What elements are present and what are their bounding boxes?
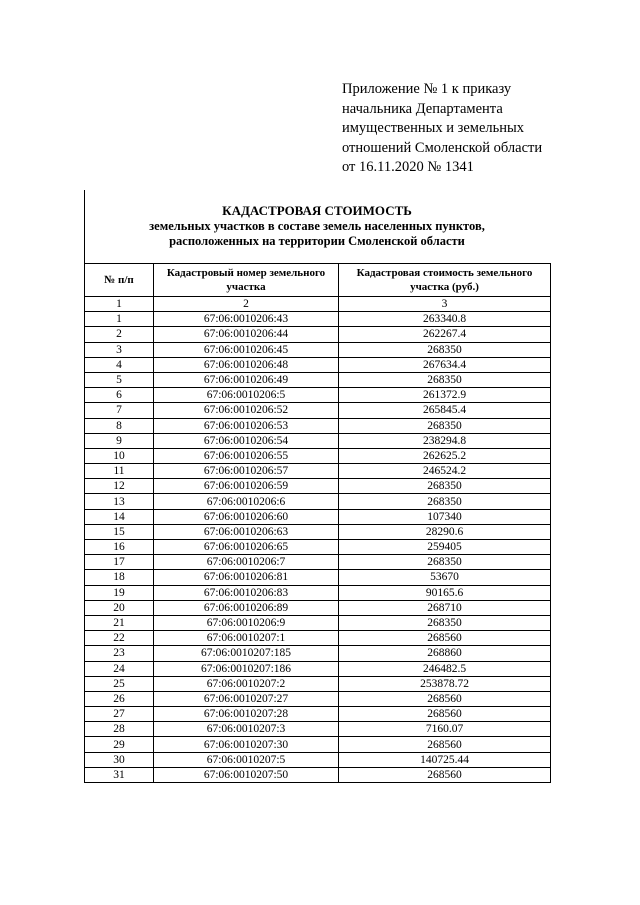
title-subtitle-line: расположенных на территории Смоленской области <box>169 234 465 248</box>
cell-row-number: 18 <box>85 570 154 585</box>
table-row <box>85 372 551 387</box>
cell-cadastral-number: 67:06:0010207:50 <box>154 767 339 782</box>
cell-cadastral-value: 268560 <box>339 767 551 782</box>
cell-row-number: 1 <box>85 312 154 327</box>
cell-cadastral-value: 265845.4 <box>339 403 551 418</box>
table-header-row <box>85 264 551 297</box>
document-title <box>84 203 550 250</box>
table-row <box>85 722 551 737</box>
table-row <box>85 707 551 722</box>
cell-cadastral-value: 238294.8 <box>339 433 551 448</box>
header-cadastral-number: Кадастровый номер земельного участка <box>154 264 339 297</box>
table-row <box>85 585 551 600</box>
cell-cadastral-number: 67:06:0010206:9 <box>154 615 339 630</box>
column-number: 1 <box>85 297 154 312</box>
cell-row-number: 22 <box>85 631 154 646</box>
cell-cadastral-value: 268350 <box>339 494 551 509</box>
cell-cadastral-value: 268560 <box>339 691 551 706</box>
table-row <box>85 661 551 676</box>
cell-cadastral-value: 267634.4 <box>339 357 551 372</box>
appendix-line: от 16.11.2020 № 1341 <box>342 159 474 175</box>
cell-cadastral-value: 259405 <box>339 540 551 555</box>
appendix-line: Приложение № 1 к приказу <box>342 81 512 97</box>
column-number: 3 <box>339 297 551 312</box>
cell-row-number: 9 <box>85 433 154 448</box>
cell-cadastral-value: 268350 <box>339 372 551 387</box>
header-cadastral-value: Кадастровая стоимость земельного участка (руб.) <box>339 264 551 297</box>
cell-row-number: 23 <box>85 646 154 661</box>
cell-cadastral-value: 268350 <box>339 555 551 570</box>
cell-cadastral-number: 67:06:0010206:63 <box>154 524 339 539</box>
cell-cadastral-value: 107340 <box>339 509 551 524</box>
cell-row-number: 5 <box>85 372 154 387</box>
cell-row-number: 25 <box>85 676 154 691</box>
cell-row-number: 21 <box>85 615 154 630</box>
cell-cadastral-number: 67:06:0010207:5 <box>154 752 339 767</box>
cell-cadastral-value: 7160.07 <box>339 722 551 737</box>
cell-cadastral-number: 67:06:0010206:45 <box>154 342 339 357</box>
cell-cadastral-value: 268860 <box>339 646 551 661</box>
cell-cadastral-value: 268350 <box>339 418 551 433</box>
cadastral-value-table <box>84 263 551 783</box>
table-row <box>85 403 551 418</box>
cell-cadastral-value: 268350 <box>339 479 551 494</box>
table-row <box>85 615 551 630</box>
cell-row-number: 14 <box>85 509 154 524</box>
cell-cadastral-value: 90165.6 <box>339 585 551 600</box>
cell-row-number: 20 <box>85 600 154 615</box>
table-row <box>85 737 551 752</box>
appendix-line: отношений Смоленской области <box>342 139 543 156</box>
title-main: КАДАСТРОВАЯ СТОИМОСТЬ <box>222 203 412 218</box>
cell-cadastral-number: 67:06:0010206:65 <box>154 540 339 555</box>
table-row <box>85 555 551 570</box>
cell-cadastral-value: 140725.44 <box>339 752 551 767</box>
cell-row-number: 19 <box>85 585 154 600</box>
cell-cadastral-number: 67:06:0010207:1 <box>154 631 339 646</box>
cell-row-number: 7 <box>85 403 154 418</box>
cell-cadastral-number: 67:06:0010206:5 <box>154 388 339 403</box>
cell-row-number: 28 <box>85 722 154 737</box>
column-number: 2 <box>154 297 339 312</box>
cell-cadastral-number: 67:06:0010206:83 <box>154 585 339 600</box>
cell-row-number: 29 <box>85 737 154 752</box>
cell-cadastral-number: 67:06:0010207:3 <box>154 722 339 737</box>
table-row <box>85 464 551 479</box>
cell-cadastral-number: 67:06:0010206:49 <box>154 372 339 387</box>
cell-row-number: 30 <box>85 752 154 767</box>
cell-cadastral-number: 67:06:0010206:89 <box>154 600 339 615</box>
title-subtitle-line: земельных участков в составе земель населенных пунктов, <box>149 218 485 233</box>
cell-row-number: 13 <box>85 494 154 509</box>
table-row <box>85 342 551 357</box>
cell-row-number: 10 <box>85 448 154 463</box>
table-row <box>85 631 551 646</box>
cell-cadastral-number: 67:06:0010207:2 <box>154 676 339 691</box>
table-row <box>85 327 551 342</box>
cell-cadastral-number: 67:06:0010206:6 <box>154 494 339 509</box>
cell-cadastral-value: 53670 <box>339 570 551 585</box>
cell-cadastral-number: 67:06:0010206:54 <box>154 433 339 448</box>
cell-row-number: 12 <box>85 479 154 494</box>
cell-cadastral-value: 262625.2 <box>339 448 551 463</box>
table-row <box>85 691 551 706</box>
cell-row-number: 27 <box>85 707 154 722</box>
header-row-number: № п/п <box>85 264 154 297</box>
cell-cadastral-value: 268560 <box>339 707 551 722</box>
cell-row-number: 11 <box>85 464 154 479</box>
table-row <box>85 540 551 555</box>
cell-row-number: 3 <box>85 342 154 357</box>
table-row <box>85 357 551 372</box>
table-row <box>85 312 551 327</box>
cell-cadastral-value: 268710 <box>339 600 551 615</box>
cell-cadastral-value: 246482.5 <box>339 661 551 676</box>
cell-row-number: 15 <box>85 524 154 539</box>
cell-row-number: 6 <box>85 388 154 403</box>
table-row <box>85 570 551 585</box>
table-row <box>85 646 551 661</box>
cell-cadastral-value: 246524.2 <box>339 464 551 479</box>
cell-cadastral-number: 67:06:0010206:44 <box>154 327 339 342</box>
cell-cadastral-number: 67:06:0010206:52 <box>154 403 339 418</box>
cell-cadastral-value: 268560 <box>339 737 551 752</box>
cell-cadastral-number: 67:06:0010206:43 <box>154 312 339 327</box>
cell-cadastral-value: 268560 <box>339 631 551 646</box>
cell-cadastral-number: 67:06:0010207:186 <box>154 661 339 676</box>
cell-cadastral-value: 253878.72 <box>339 676 551 691</box>
cell-cadastral-value: 263340.8 <box>339 312 551 327</box>
cell-cadastral-number: 67:06:0010207:28 <box>154 707 339 722</box>
table-row <box>85 676 551 691</box>
cell-cadastral-number: 67:06:0010206:48 <box>154 357 339 372</box>
table-row <box>85 418 551 433</box>
table-row <box>85 509 551 524</box>
table-row <box>85 448 551 463</box>
cell-row-number: 26 <box>85 691 154 706</box>
table-row <box>85 600 551 615</box>
table-row <box>85 767 551 782</box>
table-row <box>85 752 551 767</box>
cell-cadastral-value: 28290.6 <box>339 524 551 539</box>
cell-cadastral-number: 67:06:0010206:57 <box>154 464 339 479</box>
cell-cadastral-number: 67:06:0010207:185 <box>154 646 339 661</box>
table-row <box>85 479 551 494</box>
cell-cadastral-number: 67:06:0010207:27 <box>154 691 339 706</box>
appendix-line: имущественных и земельных <box>342 120 525 136</box>
table-row <box>85 388 551 403</box>
cell-row-number: 8 <box>85 418 154 433</box>
cell-row-number: 4 <box>85 357 154 372</box>
cell-row-number: 16 <box>85 540 154 555</box>
cell-row-number: 31 <box>85 767 154 782</box>
table-row <box>85 524 551 539</box>
cell-cadastral-number: 67:06:0010206:7 <box>154 555 339 570</box>
cell-cadastral-value: 268350 <box>339 342 551 357</box>
column-number-row <box>85 297 551 312</box>
table-row <box>85 433 551 448</box>
cell-cadastral-number: 67:06:0010207:30 <box>154 737 339 752</box>
table-row <box>85 494 551 509</box>
cell-row-number: 17 <box>85 555 154 570</box>
cell-cadastral-value: 268350 <box>339 615 551 630</box>
appendix-header <box>342 80 602 178</box>
cell-cadastral-value: 262267.4 <box>339 327 551 342</box>
cell-cadastral-value: 261372.9 <box>339 388 551 403</box>
appendix-line: начальника Департамента <box>342 100 503 117</box>
cell-row-number: 24 <box>85 661 154 676</box>
cell-row-number: 2 <box>85 327 154 342</box>
cell-cadastral-number: 67:06:0010206:53 <box>154 418 339 433</box>
cell-cadastral-number: 67:06:0010206:81 <box>154 570 339 585</box>
cell-cadastral-number: 67:06:0010206:60 <box>154 509 339 524</box>
cell-cadastral-number: 67:06:0010206:59 <box>154 479 339 494</box>
cell-cadastral-number: 67:06:0010206:55 <box>154 448 339 463</box>
